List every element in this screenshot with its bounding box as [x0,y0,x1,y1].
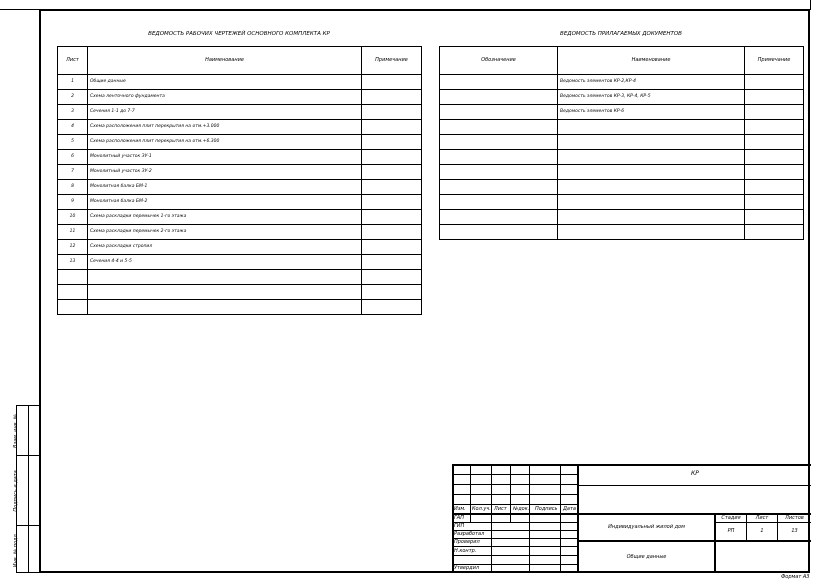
sheet-label: Лист [755,515,769,521]
row-name [88,300,362,315]
header-name: Наименование [558,47,745,75]
sheets-label: Листов [785,515,804,521]
table-row [58,300,422,315]
vzam-inv-label: Взам. инв. № [13,414,19,448]
row-name: Ведомость элементов КР-6 [558,105,745,120]
role-approve: Утвердил [454,565,480,571]
row-name: Сечения 4-4 и 5-5 [88,255,362,270]
row-name [88,270,362,285]
row-name [558,135,745,150]
role-gap: ГАП [454,515,464,521]
row-name: Общие данные [88,75,362,90]
format-label: Формат А3 [781,574,810,580]
attached-table-title: ВЕДОМОСТЬ ПРИЛАГАЕМЫХ ДОКУМЕНТОВ [560,31,682,37]
row-name [558,150,745,165]
header-sheet: Лист [58,47,88,75]
row-name: Схема расположения плит перекрытия на отм.+6.300 [88,135,362,150]
row-sheet: 4 [58,120,88,135]
table-row [58,195,422,210]
row-name: Ведомость элементов КР-2,КР-4 [558,75,745,90]
row-code [440,210,558,225]
row-code [440,90,558,105]
row-sheet: 12 [58,240,88,255]
row-sheet [58,270,88,285]
drawings-list-table [57,46,422,315]
row-code [440,225,558,240]
row-sheet: 3 [58,105,88,120]
table-row [58,165,422,180]
row-name [558,165,745,180]
row-sheet: 1 [58,75,88,90]
col-list: Лист [494,506,507,512]
row-code [440,75,558,90]
table-header-row [58,47,422,75]
row-code [440,165,558,180]
table-row [58,210,422,225]
row-note [745,150,804,165]
table-row [440,180,804,195]
col-ndok: №док. [513,506,530,512]
row-name: Схема раскладки перемычек 1-го этажа [88,210,362,225]
row-note [362,90,422,105]
table-header-row [440,47,804,75]
stamp-code: КР [691,470,699,477]
row-name: Схема раскладки стропил [88,240,362,255]
row-note [362,285,422,300]
row-sheet: 10 [58,210,88,225]
table-row [440,120,804,135]
table-row [58,270,422,285]
row-name [558,195,745,210]
row-code [440,105,558,120]
row-code [440,120,558,135]
table-row [440,165,804,180]
row-note [745,120,804,135]
row-note [362,240,422,255]
sheet-title: Общие данные [626,554,667,560]
row-name: Монолитный участок ЗУ-1 [88,150,362,165]
sheets-value: 13 [791,528,798,534]
row-note [362,300,422,315]
row-note [745,225,804,240]
table-row [58,120,422,135]
role-check: Проверил [454,539,480,545]
row-name: Монолитный участок ЗУ-2 [88,165,362,180]
row-name [558,120,745,135]
table-row [440,90,804,105]
attached-docs-table [439,46,804,240]
row-note [362,225,422,240]
row-sheet: 6 [58,150,88,165]
table-row [440,75,804,90]
table-row [440,210,804,225]
row-note [745,75,804,90]
row-name: Схема расположения плит перекрытия на отм.+3.000 [88,120,362,135]
object-name: Индивидуальный жилой дом [608,524,685,530]
row-sheet [58,300,88,315]
header-name: Наименование [88,47,362,75]
col-data: Дата [563,506,576,512]
table-row [58,240,422,255]
header-note: Примечание [745,47,804,75]
table-row [440,105,804,120]
row-note [362,105,422,120]
row-name: Сечения 1-1 до 7-7 [88,105,362,120]
col-izm: Изм. [454,506,466,512]
row-code [440,195,558,210]
row-note [745,165,804,180]
table-row [58,90,422,105]
header-note: Примечание [362,47,422,75]
row-name: Схема раскладки перемычек 2-го этажа [88,225,362,240]
row-note [745,180,804,195]
row-sheet: 8 [58,180,88,195]
row-code [440,135,558,150]
inv-podl-label: Инв. № подл. [13,532,19,568]
row-name [558,225,745,240]
stage-label: Стадия [721,515,741,521]
table-row [58,180,422,195]
row-note [362,75,422,90]
row-sheet: 13 [58,255,88,270]
row-note [362,120,422,135]
row-code [440,150,558,165]
row-note [745,210,804,225]
row-sheet: 9 [58,195,88,210]
row-note [362,255,422,270]
row-note [745,135,804,150]
row-note [362,210,422,225]
row-name: Монолитная балка БМ-1 [88,180,362,195]
col-kol: Кол.уч. [472,506,491,512]
table-row [58,285,422,300]
table-row [58,135,422,150]
row-name: Схема ленточного фундамента [88,90,362,105]
row-note [745,105,804,120]
stage-value: РП [727,528,735,534]
row-note [362,135,422,150]
sheet-value: 1 [760,528,764,534]
table-row [58,75,422,90]
table-row [58,105,422,120]
row-note [362,150,422,165]
role-ncontr: Н.контр. [454,548,477,554]
table-row [440,150,804,165]
row-sheet: 7 [58,165,88,180]
row-note [745,90,804,105]
row-note [362,165,422,180]
col-podp: Подпись [535,506,558,512]
row-note [745,195,804,210]
podp-data-label: Подпись и дата [13,470,19,512]
table-row [58,255,422,270]
row-note [362,195,422,210]
header-code: Обозначение [440,47,558,75]
row-sheet [58,285,88,300]
row-name [88,285,362,300]
row-note [362,270,422,285]
main-table-title: ВЕДОМОСТЬ РАБОЧИХ ЧЕРТЕЖЕЙ ОСНОВНОГО КОМПЛЕКТА КР [148,31,330,37]
table-row [440,135,804,150]
table-row [58,150,422,165]
row-name [558,210,745,225]
row-sheet: 11 [58,225,88,240]
table-row [440,195,804,210]
row-code [440,180,558,195]
role-gip: ГИП [454,523,465,529]
row-note [362,180,422,195]
row-name [558,180,745,195]
table-row [440,225,804,240]
row-name: Монолитная балка БМ-2 [88,195,362,210]
row-sheet: 2 [58,90,88,105]
role-dev: Разработал [454,531,485,537]
row-sheet: 5 [58,135,88,150]
row-name: Ведомость элементов КР-3, КР-4, КР-5 [558,90,745,105]
table-row [58,225,422,240]
